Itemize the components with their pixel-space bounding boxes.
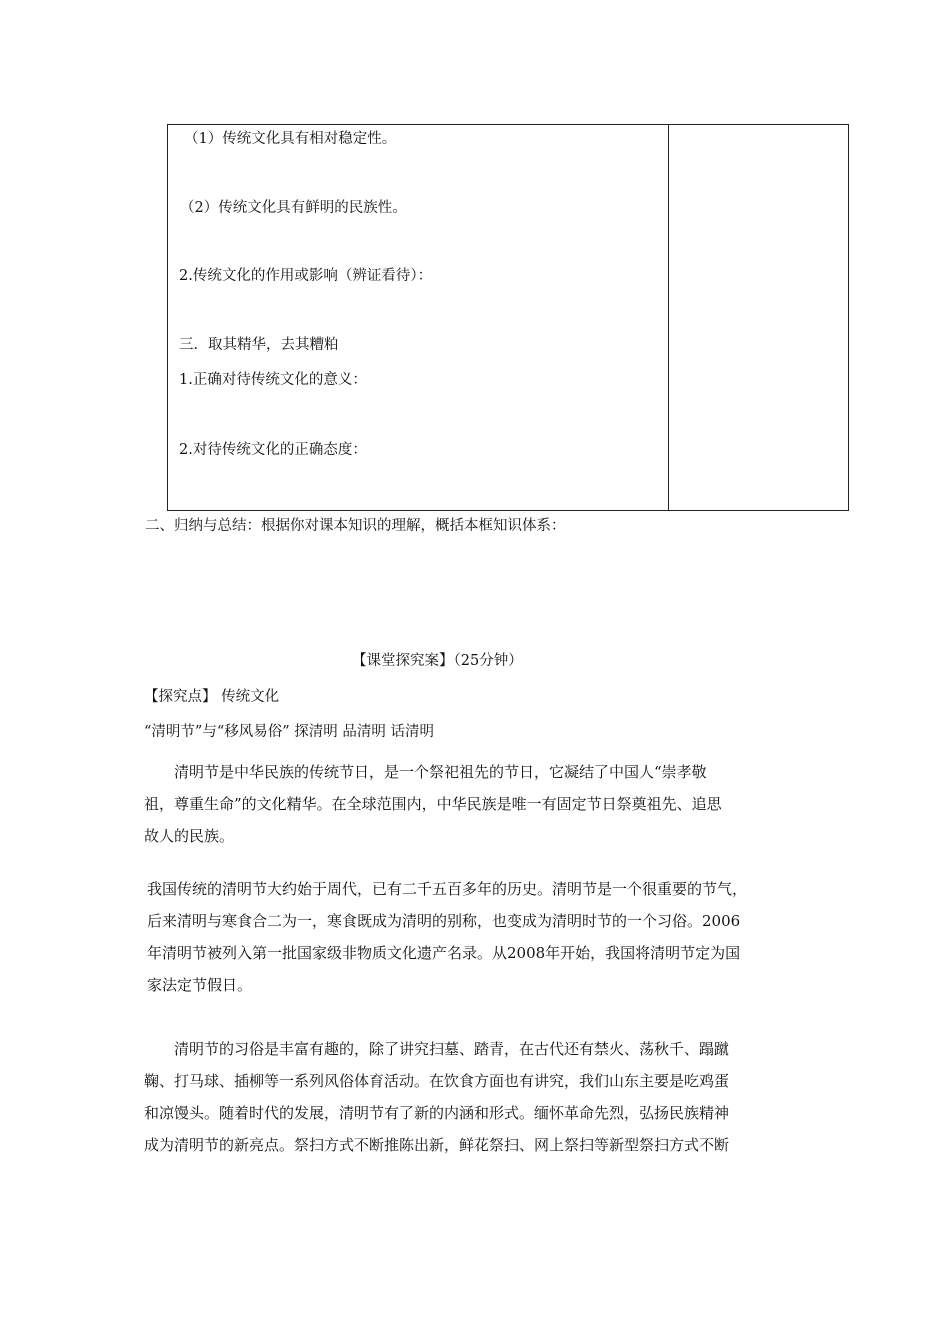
summary-heading: 二、归纳与总结：根据你对课本知识的理解，概括本框知识体系： — [145, 518, 566, 534]
notes-table — [167, 124, 849, 511]
paragraph-3 — [144, 1033, 814, 1161]
table-line-2: （2）传统文化具有鲜明的民族性。 — [180, 200, 407, 216]
paragraph-1-line-1: 清明节是中华民族的传统节日，是一个祭祀祖先的节日，它凝结了中国人“崇孝敬 — [144, 763, 707, 781]
paragraph-1-line-3: 故人的民族。 — [144, 827, 235, 845]
paragraph-2-line-3: 年清明节被列入第一批国家级非物质文化遗产名录。从2008年开始，我国将清明节定为国 — [147, 944, 741, 962]
table-line-6: 2.对待传统文化的正确态度： — [179, 442, 367, 458]
table-line-3: 2.传统文化的作用或影响（辨证看待）： — [179, 268, 433, 284]
paragraph-3-line-1: 清明节的习俗是丰富有趣的，除了讲究扫墓、踏青，在古代还有禁火、荡秋千、蹋蹴 — [144, 1040, 730, 1058]
paragraph-2 — [147, 873, 817, 1001]
paragraph-3-line-3: 和凉馒头。随着时代的发展，清明节有了新的内涵和形式。缅怀革命先烈，弘扬民族精神 — [144, 1104, 730, 1122]
paragraph-2-line-4: 家法定节假日。 — [147, 976, 253, 994]
section-title: 【课堂探究案】（25分钟） — [352, 653, 523, 669]
topic-line: “清明节”与“移风易俗” 探清明 品清明 话清明 — [144, 724, 434, 740]
paragraph-3-line-4: 成为清明节的新亮点。祭扫方式不断推陈出新，鲜花祭扫、网上祭扫等新型祭扫方式不断 — [144, 1136, 730, 1154]
table-column-divider — [668, 125, 669, 510]
table-line-1: （1）传统文化具有相对稳定性。 — [184, 131, 397, 147]
paragraph-2-line-2: 后来清明与寒食合二为一，寒食既成为清明的别称，也变成为清明时节的一个习俗。2006 — [147, 912, 741, 930]
paragraph-3-line-2: 鞠、打马球、插柳等一系列风俗体育活动。在饮食方面也有讲究，我们山东主要是吃鸡蛋 — [144, 1072, 730, 1090]
table-line-5: 1.正确对待传统文化的意义： — [179, 372, 367, 388]
table-line-4: 三．取其精华，去其糟粕 — [179, 337, 339, 353]
paragraph-2-line-1: 我国传统的清明节大约始于周代，已有二千五百多年的历史。清明节是一个很重要的节气， — [147, 880, 748, 898]
explore-point: 【探究点】 传统文化 — [144, 689, 280, 705]
paragraph-1-line-2: 祖，尊重生命”的文化精华。在全球范围内，中华民族是唯一有固定节日祭奠祖先、追思 — [144, 795, 722, 813]
paragraph-1 — [144, 756, 814, 852]
